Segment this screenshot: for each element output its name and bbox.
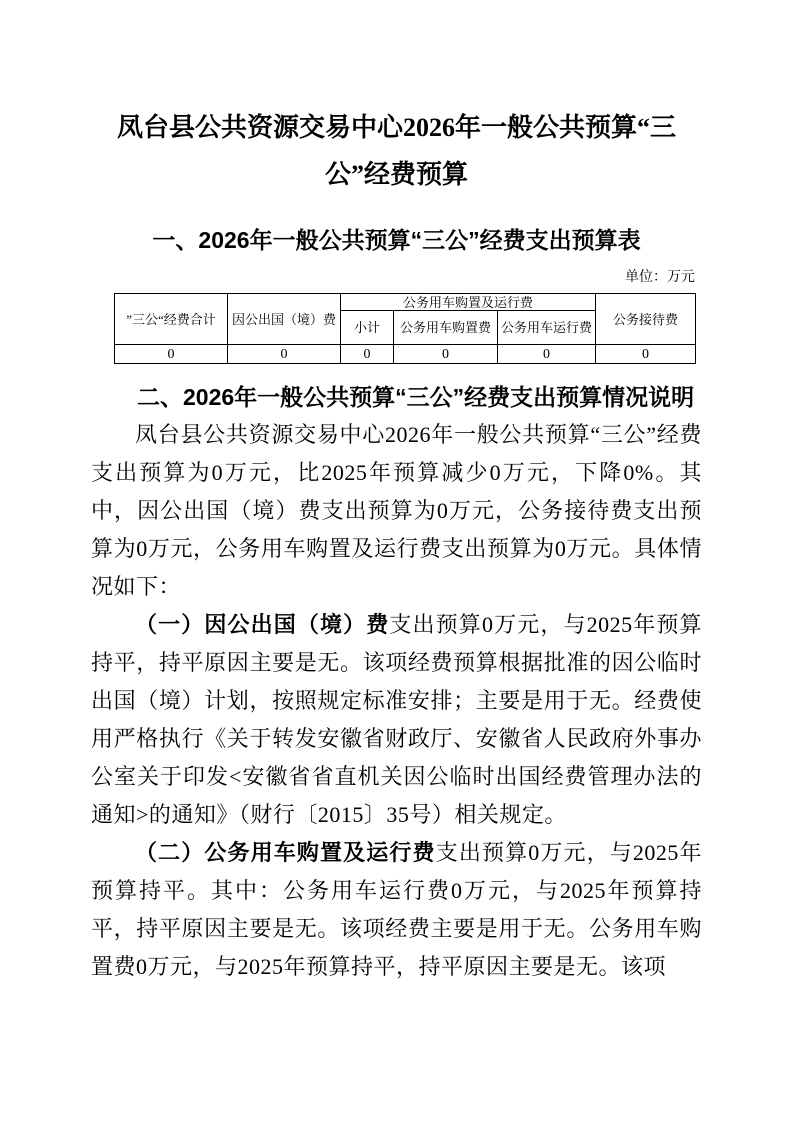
value-cell-purchase: 0 bbox=[394, 345, 498, 364]
col-header-purchase: 公务用车购置费 bbox=[394, 311, 498, 345]
table-unit-label: 单位：万元 bbox=[625, 270, 695, 285]
col-header-total: ”三公“经费合计 bbox=[115, 294, 228, 345]
value-cell-total: 0 bbox=[115, 345, 228, 364]
value-cell-abroad: 0 bbox=[228, 345, 341, 364]
col-header-subtotal: 小计 bbox=[341, 311, 394, 345]
paragraph-text: 支出预算0万元，与2025年预算持平，持平原因主要是无。该项经费预算根据批准的因公临时出国（境）计划，按照规定标准安排；主要是用于无。经费使用严格执行《关于转发安徽省财政厅、安徽省人民政府外事办公室关于印发<安徽省省直机关因公临时出国经费管理办法的通知>的通知》（财行〔2015〕35号）相关规定。 bbox=[91, 612, 702, 827]
paragraph-abroad-expense bbox=[91, 606, 702, 834]
document-title: 凤台县公共资源交易中心2026年一般公共预算“三公”经费预算 bbox=[116, 113, 676, 189]
col-header-vehicle-group: 公务用车购置及运行费 bbox=[341, 294, 596, 311]
paragraph-lead: （二）公务用车购置及运行费 bbox=[135, 840, 436, 865]
col-header-abroad: 因公出国（境）费 bbox=[228, 294, 341, 345]
section1-heading: 一、2026年一般公共预算“三公”经费支出预算表 bbox=[152, 227, 641, 253]
section2-heading: 二、2026年一般公共预算“三公”经费支出预算情况说明 bbox=[137, 384, 695, 410]
paragraph-vehicle-expense bbox=[91, 834, 702, 986]
paragraph-overview bbox=[91, 416, 702, 606]
col-header-operation: 公务用车运行费 bbox=[498, 311, 596, 345]
paragraph-text: 凤台县公共资源交易中心2026年一般公共预算“三公”经费支出预算为0万元，比2025年预算减少0万元，下降0%。其中，因公出国（境）费支出预算为0万元，公务接待费支出预算为0万元，公务用车购置及运行费支出预算为0万元。具体情况如下： bbox=[91, 422, 702, 599]
value-cell-operation: 0 bbox=[498, 345, 596, 364]
value-cell-reception: 0 bbox=[596, 345, 696, 364]
paragraph-text: 支出预算0万元，与2025年预算持平。其中：公务用车运行费0万元，与2025年预算持平，持平原因主要是无。该项经费主要是用于无。公务用车购置费0万元，与2025年预算持平，持平原因主要是无。该项 bbox=[91, 840, 702, 979]
section2-body bbox=[91, 378, 702, 986]
value-cell-subtotal: 0 bbox=[341, 345, 394, 364]
budget-table bbox=[114, 293, 696, 364]
col-header-reception: 公务接待费 bbox=[596, 294, 696, 345]
paragraph-lead: （一）因公出国（境）费 bbox=[135, 612, 390, 637]
